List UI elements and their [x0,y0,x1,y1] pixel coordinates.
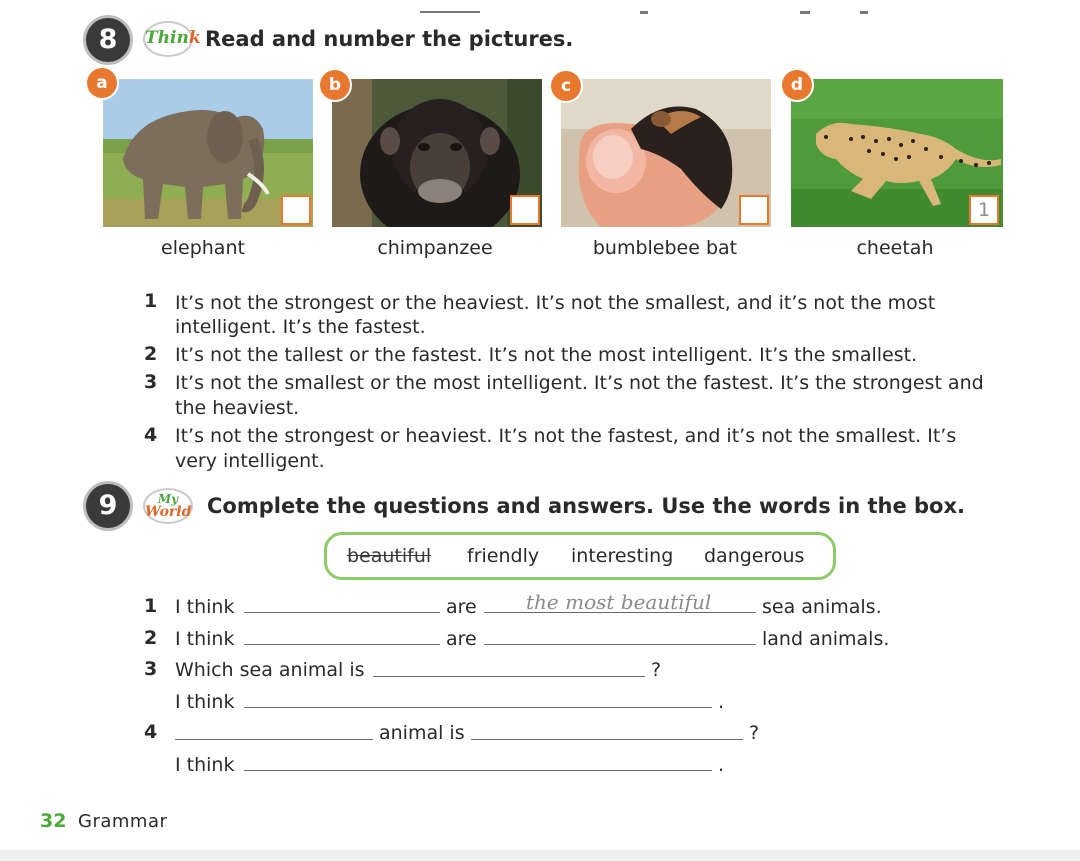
item-4-line-2: very intelligent. [175,450,325,472]
word-dangerous: dangerous [704,545,805,567]
item-3-number: 3 [144,371,158,393]
caption-chimpanzee: chimpanzee [377,237,493,259]
caption-elephant: elephant [161,237,245,259]
item-3-line-2: the heaviest. [175,397,300,419]
q4-period: . [718,754,725,776]
q1-example-answer: the most beautiful [526,590,712,614]
answer-box-d[interactable]: 1 [969,195,999,225]
item-4-number: 4 [144,424,158,446]
item-1-line-2: intelligent. It’s the fastest. [175,316,426,338]
item-2-line-1: It’s not the tallest or the fastest. It’s not the most intelligent. It’s the smallest. [175,344,918,366]
q3-think: I think [175,691,235,713]
my-world-badge-bottom: World [145,504,192,520]
picture-letter-b: b [320,70,350,100]
q4-blank-2[interactable] [471,739,743,740]
q1-blank-1[interactable] [244,612,440,613]
think-badge-icon [143,21,201,57]
q3-blank-1[interactable] [373,676,645,677]
q1-text-a: I think [175,596,235,618]
picture-letter-c: c [551,71,581,101]
think-badge-accent: k [188,28,201,48]
q2-text-c: land animals. [762,628,890,650]
exercise-8-heading: Read and number the pictures. [205,27,574,51]
item-4-line-1: It’s not the strongest or heaviest. It’s not the fastest, and it’s not the smallest. It’s [175,425,957,447]
exercise-8-number: 8 [86,18,130,62]
q4-number: 4 [144,721,158,743]
q1-number: 1 [144,595,158,617]
q2-blank-1[interactable] [244,644,440,645]
q2-blank-2[interactable] [484,644,756,645]
q3-period: . [718,691,725,713]
section-name: Grammar [78,811,168,832]
word-friendly: friendly [467,545,540,567]
cropped-previous-text [0,0,1080,4]
item-3-line-1: It’s not the smallest or the most intelligent. It’s not the fastest. It’s the strongest and [175,372,984,394]
picture-letter-d: d [782,70,812,100]
q3-number: 3 [144,658,158,680]
caption-cheetah: cheetah [856,237,934,259]
q4-text-a: animal is [379,722,465,744]
q1-text-b: are [446,596,477,618]
exercise-9-heading: Complete the questions and answers. Use the words in the box. [207,494,966,518]
item-1-line-1: It’s not the strongest or the heaviest. It’s not the smallest, and it’s not the most [175,292,936,314]
q4-think: I think [175,754,235,776]
think-badge-main: Thin [145,28,189,48]
q3-blank-2[interactable] [244,707,712,708]
word-beautiful: beautiful [347,545,432,567]
caption-bumblebee-bat: bumblebee bat [592,237,738,259]
my-world-badge-top: My [157,492,179,506]
q3-text-a: Which sea animal is [175,659,365,681]
item-1-number: 1 [144,290,158,312]
q3-question-mark: ? [651,659,662,681]
q2-text-a: I think [175,628,235,650]
exercise-9-number: 9 [86,484,130,528]
picture-letter-a: a [87,68,117,98]
word-interesting: interesting [571,545,674,567]
q4-blank-3[interactable] [244,770,712,771]
q2-number: 2 [144,627,158,649]
answer-box-a[interactable] [281,195,311,225]
item-2-number: 2 [144,343,158,365]
q1-text-c: sea animals. [762,596,882,618]
q2-text-b: are [446,628,477,650]
my-world-badge-icon [143,488,193,524]
q4-question-mark: ? [749,722,760,744]
page-bottom-edge [0,850,1080,861]
answer-box-c[interactable] [739,195,769,225]
page-number: 32 [40,810,67,832]
answer-box-b[interactable] [510,195,540,225]
q4-blank-1[interactable] [175,739,373,740]
